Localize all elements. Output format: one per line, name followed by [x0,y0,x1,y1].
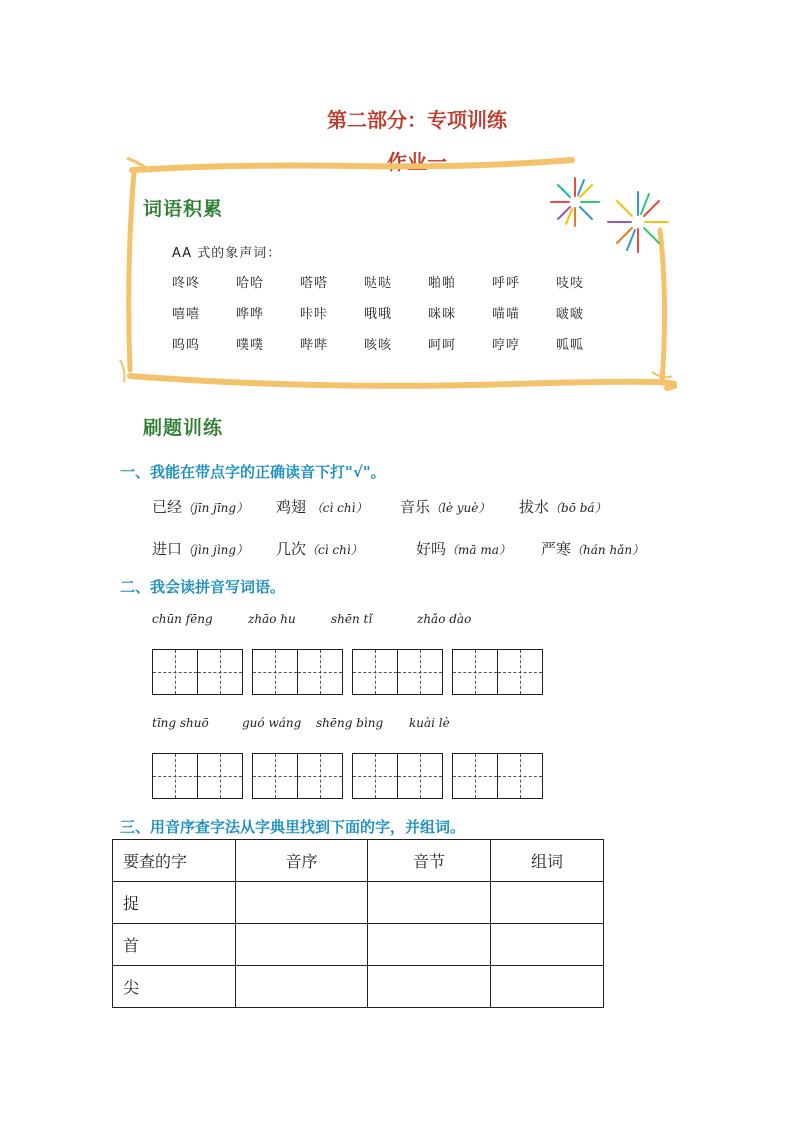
q1-item [152,538,248,559]
tianzige-cell[interactable] [353,754,397,798]
vocab-word: 啵啵 [556,307,585,322]
vocab-word: 呜呜 [172,338,201,353]
vocab-intro: AA 式的象声词： [172,246,282,261]
question-3-heading: 三、用音序查字法从字典里找到下面的字，并组词。 [120,818,466,836]
vocab-word: 呼呼 [492,276,521,291]
tianzige-cell[interactable] [197,650,242,694]
q1-item [276,538,363,559]
tianzige-cell[interactable] [397,754,442,798]
table-row [113,924,604,966]
vocab-word: 呱呱 [556,338,585,353]
q1-options: （bō bá） [549,501,607,515]
drill-section-title: 刷题训练 [143,417,224,439]
vocab-row [172,334,620,365]
table-row [113,882,604,924]
vocab-word: 啪啪 [428,276,457,291]
vocab-grid [172,272,620,365]
table-cell-char: 捉 [113,882,236,924]
q1-word: 已经 [152,498,183,516]
vocab-word: 哗哗 [236,307,265,322]
homework-subtitle: 作业一 [387,150,447,174]
vocab-word: 喵喵 [492,307,521,322]
vocab-word: 哒哒 [364,276,393,291]
tianzige-cell[interactable] [497,754,542,798]
q1-options: （jìn jìng） [182,543,249,557]
pinyin-label: zhāo hu [248,612,296,626]
vocab-word: 噗噗 [236,338,265,353]
tianzige-cell[interactable] [297,650,342,694]
vocab-row [172,272,620,303]
q1-options: （hán hǎn） [571,543,645,557]
table-header-row [113,840,604,882]
vocab-word: 咚咚 [172,276,201,291]
table-cell-char: 尖 [113,966,236,1008]
dictionary-table [112,839,604,1008]
tianzige-cell[interactable] [253,754,297,798]
q1-word: 几次 [276,540,307,558]
vocab-section-title: 词语积累 [143,198,224,220]
vocab-word: 嘻嘻 [172,307,201,322]
answer-cell[interactable] [236,924,368,966]
tianzige-cell[interactable] [397,650,442,694]
answer-cell[interactable] [491,882,604,924]
pinyin-label: kuài lè [409,716,450,730]
page-title: 第二部分：专项训练 [327,108,507,132]
vocab-word: 哦哦 [364,307,393,322]
vocab-word: 哈哈 [236,276,265,291]
tianzige-cell[interactable] [353,650,397,694]
writing-box[interactable] [452,753,543,799]
pinyin-label: shēng bìng [316,716,384,730]
tianzige-cell[interactable] [453,650,497,694]
table-header-cell: 音序 [236,840,368,882]
q1-word: 音乐 [400,498,431,516]
writing-box[interactable] [352,753,443,799]
answer-cell[interactable] [368,882,491,924]
tianzige-cell[interactable] [297,754,342,798]
answer-cell[interactable] [236,966,368,1008]
question-2-heading: 二、我会读拼音写词语。 [120,578,286,596]
writing-box[interactable] [452,649,543,695]
table-header-cell: 组词 [491,840,604,882]
vocab-word: 咳咳 [364,338,393,353]
q1-word: 鸡翅 [276,498,307,516]
writing-box[interactable] [252,753,343,799]
q1-word: 严寒 [541,540,572,558]
vocab-word: 咪咪 [428,307,457,322]
table-cell-char: 首 [113,924,236,966]
tianzige-cell[interactable] [197,754,242,798]
pinyin-label: tīng shuō [152,716,209,730]
q1-item [416,538,511,559]
q1-options: （lè yuè） [430,501,491,515]
vocab-word: 呵呵 [428,338,457,353]
pinyin-label: zhǎo dào [417,612,472,626]
vocab-word: 咔咔 [300,307,329,322]
vocab-word: 吱吱 [556,276,585,291]
q1-options: （cì chì） [306,543,363,557]
answer-cell[interactable] [368,924,491,966]
q1-item [152,496,248,517]
table-row [113,966,604,1008]
tianzige-cell[interactable] [253,650,297,694]
table-header-cell: 要查的字 [113,840,236,882]
writing-box[interactable] [352,649,443,695]
q1-item [519,496,607,517]
writing-box[interactable] [152,753,243,799]
pinyin-label: guó wáng [242,716,302,730]
answer-cell[interactable] [368,966,491,1008]
answer-cell[interactable] [236,882,368,924]
q1-options: （cì chì） [310,501,368,515]
q1-item [541,538,644,559]
q1-item [400,496,490,517]
vocab-word: 哔哔 [300,338,329,353]
tianzige-cell[interactable] [453,754,497,798]
writing-box[interactable] [152,649,243,695]
q1-word: 拔水 [519,498,550,516]
question-1-heading: 一、我能在带点字的正确读音下打"√"。 [120,463,386,481]
q1-word: 进口 [152,540,183,558]
writing-box[interactable] [252,649,343,695]
fireworks-icon [540,172,680,262]
answer-cell[interactable] [491,966,604,1008]
table-header-cell: 音节 [368,840,491,882]
pinyin-label: chūn fēng [152,612,213,626]
tianzige-cell[interactable] [153,754,197,798]
tianzige-cell[interactable] [153,650,197,694]
pinyin-label: shēn tǐ [331,612,373,626]
vocab-word: 嗒嗒 [300,276,329,291]
vocab-word: 哼哼 [492,338,521,353]
vocab-row [172,303,620,334]
q1-word: 好吗 [416,540,447,558]
answer-cell[interactable] [491,924,604,966]
tianzige-cell[interactable] [497,650,542,694]
q1-options: （jīn jīng） [182,501,249,515]
q1-options: （mā ma） [446,543,511,557]
q1-item [276,496,367,517]
